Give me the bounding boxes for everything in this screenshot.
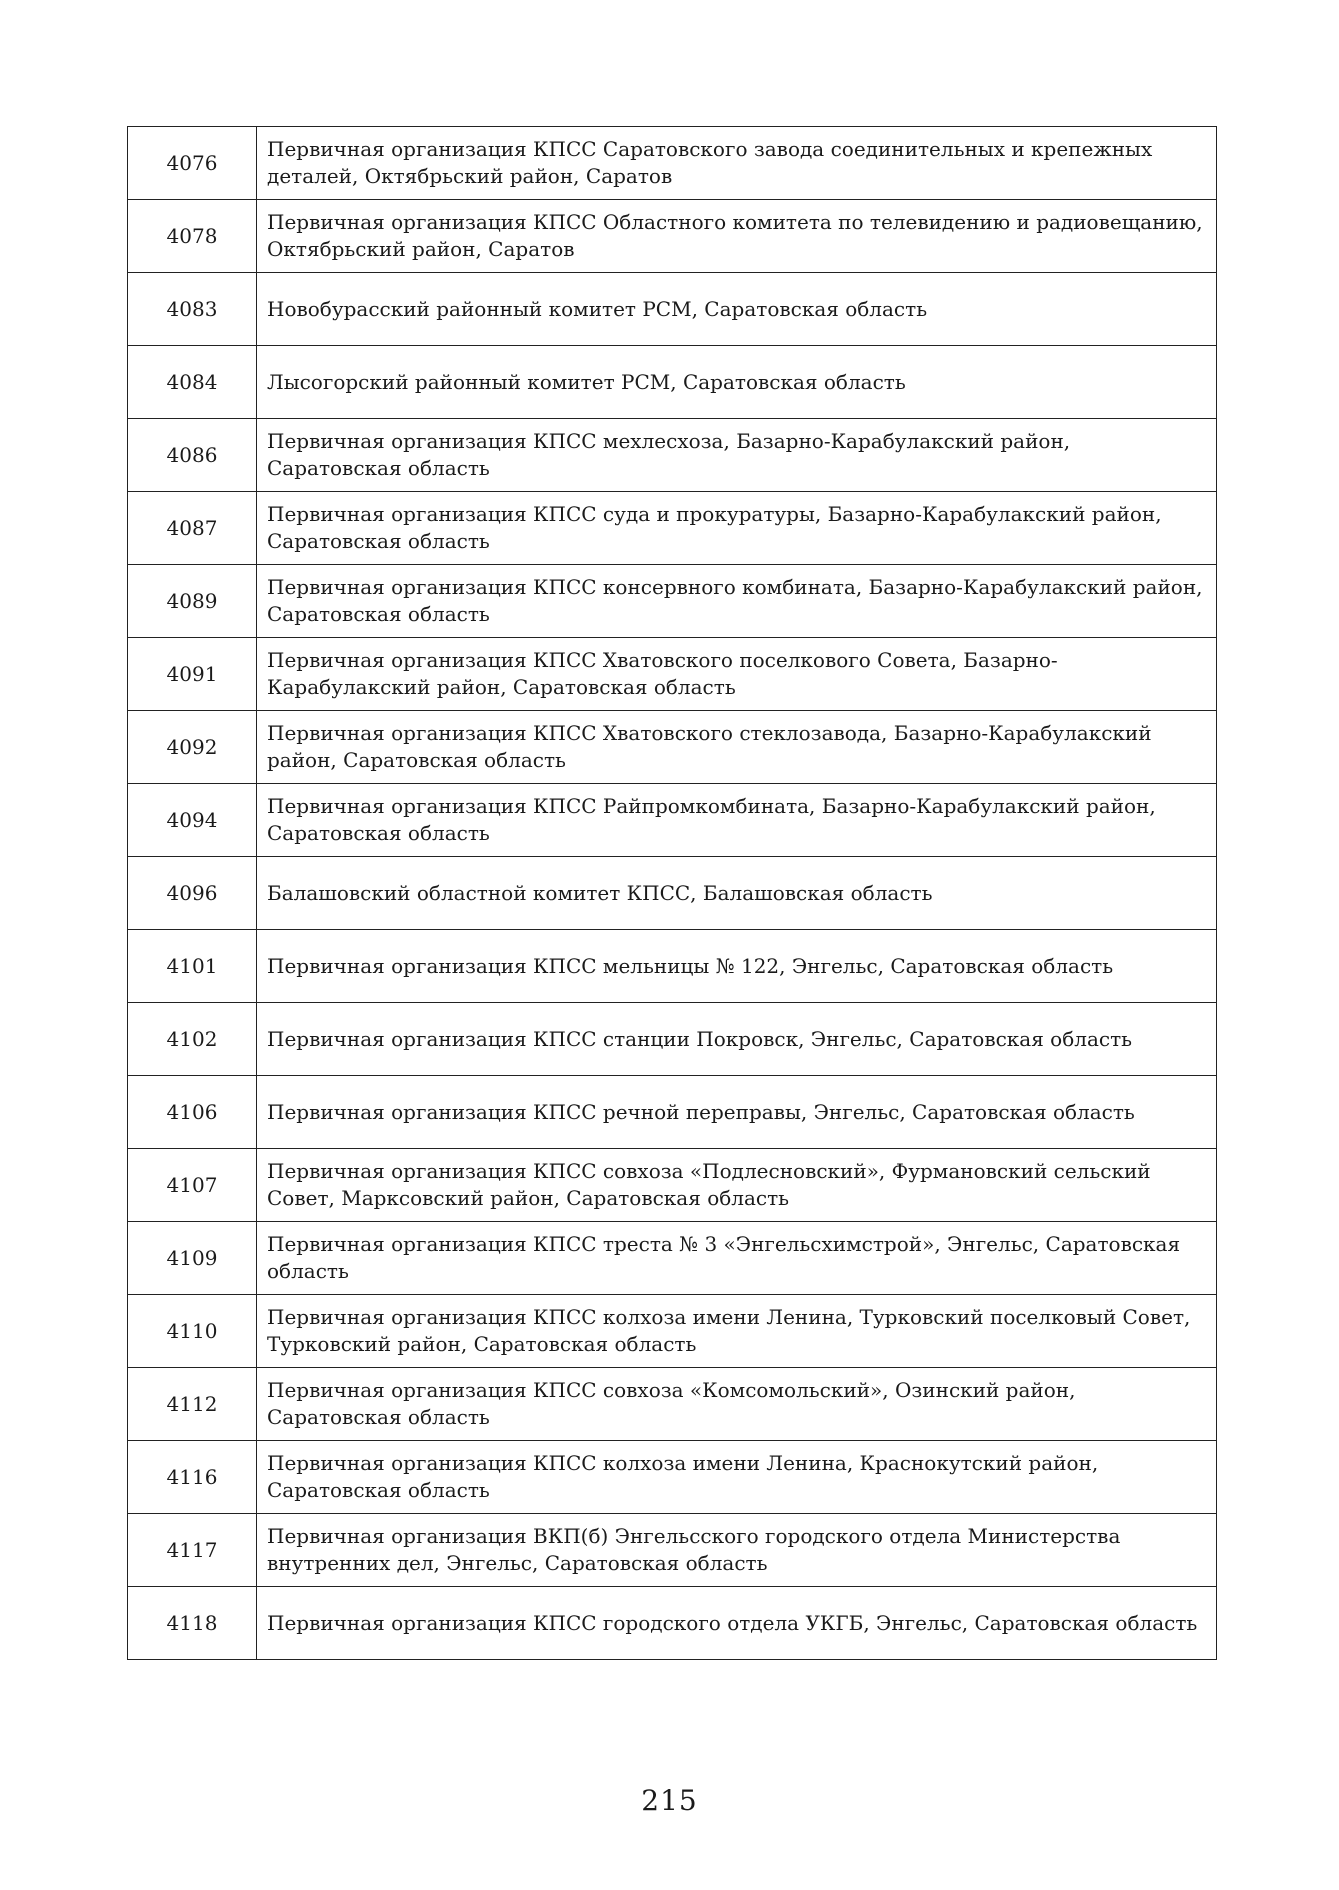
table-row	[128, 419, 1217, 492]
fund-description: Первичная организация КПСС Хватовского поселкового Совета, Базарно-Карабулакский район, Саратовская область	[257, 638, 1217, 711]
table-row	[128, 565, 1217, 638]
fund-number: 4107	[128, 1149, 257, 1222]
table-row	[128, 1149, 1217, 1222]
page-number: 215	[641, 1784, 698, 1817]
fund-description: Новобурасский районный комитет РСМ, Саратовская область	[257, 273, 1217, 346]
fund-number: 4086	[128, 419, 257, 492]
fund-number: 4112	[128, 1368, 257, 1441]
fund-description: Лысогорский районный комитет РСМ, Саратовская область	[257, 346, 1217, 419]
table-row	[128, 1222, 1217, 1295]
fund-number: 4076	[128, 127, 257, 200]
table-row	[128, 711, 1217, 784]
fund-number: 4096	[128, 857, 257, 930]
fund-number: 4089	[128, 565, 257, 638]
table-row	[128, 784, 1217, 857]
fund-description: Первичная организация КПСС Хватовского стеклозавода, Базарно-Карабулакский район, Саратовская область	[257, 711, 1217, 784]
fund-description: Балашовский областной комитет КПСС, Балашовская область	[257, 857, 1217, 930]
fund-number: 4110	[128, 1295, 257, 1368]
table-row	[128, 1441, 1217, 1514]
fund-number: 4083	[128, 273, 257, 346]
fund-description: Первичная организация КПСС совхоза «Комсомольский», Озинский район, Саратовская область	[257, 1368, 1217, 1441]
fund-number: 4078	[128, 200, 257, 273]
fund-description: Первичная организация ВКП(б) Энгельсского городского отдела Министерства внутренних дел, Энгельс, Саратовская область	[257, 1514, 1217, 1587]
fund-number: 4116	[128, 1441, 257, 1514]
table-row	[128, 200, 1217, 273]
fund-description: Первичная организация КПСС городского отдела УКГБ, Энгельс, Саратовская область	[257, 1587, 1217, 1660]
fund-description: Первичная организация КПСС колхоза имени Ленина, Краснокутский район, Саратовская область	[257, 1441, 1217, 1514]
table-row	[128, 1295, 1217, 1368]
table-row	[128, 1003, 1217, 1076]
table-row	[128, 346, 1217, 419]
fund-description: Первичная организация КПСС колхоза имени Ленина, Турковский поселковый Совет, Турковский район, Саратовская область	[257, 1295, 1217, 1368]
fund-number: 4091	[128, 638, 257, 711]
fund-description: Первичная организация КПСС суда и прокуратуры, Базарно-Карабулакский район, Саратовская область	[257, 492, 1217, 565]
table-row	[128, 1368, 1217, 1441]
table-row	[128, 492, 1217, 565]
fund-description: Первичная организация КПСС Райпромкомбината, Базарно-Карабулакский район, Саратовская область	[257, 784, 1217, 857]
fund-description: Первичная организация КПСС консервного комбината, Базарно-Карабулакский район, Саратовская область	[257, 565, 1217, 638]
fund-number: 4084	[128, 346, 257, 419]
archive-fund-table	[127, 126, 1217, 1660]
fund-description: Первичная организация КПСС речной переправы, Энгельс, Саратовская область	[257, 1076, 1217, 1149]
fund-number: 4094	[128, 784, 257, 857]
table-row	[128, 1587, 1217, 1660]
fund-description: Первичная организация КПСС мехлесхоза, Базарно-Карабулакский район, Саратовская область	[257, 419, 1217, 492]
table-row	[128, 127, 1217, 200]
fund-description: Первичная организация КПСС мельницы № 122, Энгельс, Саратовская область	[257, 930, 1217, 1003]
table-row	[128, 273, 1217, 346]
fund-description: Первичная организация КПСС Областного комитета по телевидению и радиовещанию, Октябрьский район, Саратов	[257, 200, 1217, 273]
fund-description: Первичная организация КПСС совхоза «Подлесновский», Фурмановский сельский Совет, Марксовский район, Саратовская область	[257, 1149, 1217, 1222]
fund-number: 4092	[128, 711, 257, 784]
fund-number: 4117	[128, 1514, 257, 1587]
fund-number: 4087	[128, 492, 257, 565]
table-row	[128, 930, 1217, 1003]
fund-description: Первичная организация КПСС треста № 3 «Энгельсхимстрой», Энгельс, Саратовская область	[257, 1222, 1217, 1295]
fund-number: 4118	[128, 1587, 257, 1660]
fund-number: 4109	[128, 1222, 257, 1295]
table-row	[128, 638, 1217, 711]
fund-number: 4106	[128, 1076, 257, 1149]
table-row	[128, 1514, 1217, 1587]
fund-description: Первичная организация КПСС Саратовского завода соединительных и крепежных деталей, Октябрьский район, Саратов	[257, 127, 1217, 200]
fund-number: 4101	[128, 930, 257, 1003]
table-row	[128, 857, 1217, 930]
fund-description: Первичная организация КПСС станции Покровск, Энгельс, Саратовская область	[257, 1003, 1217, 1076]
fund-number: 4102	[128, 1003, 257, 1076]
table-row	[128, 1076, 1217, 1149]
